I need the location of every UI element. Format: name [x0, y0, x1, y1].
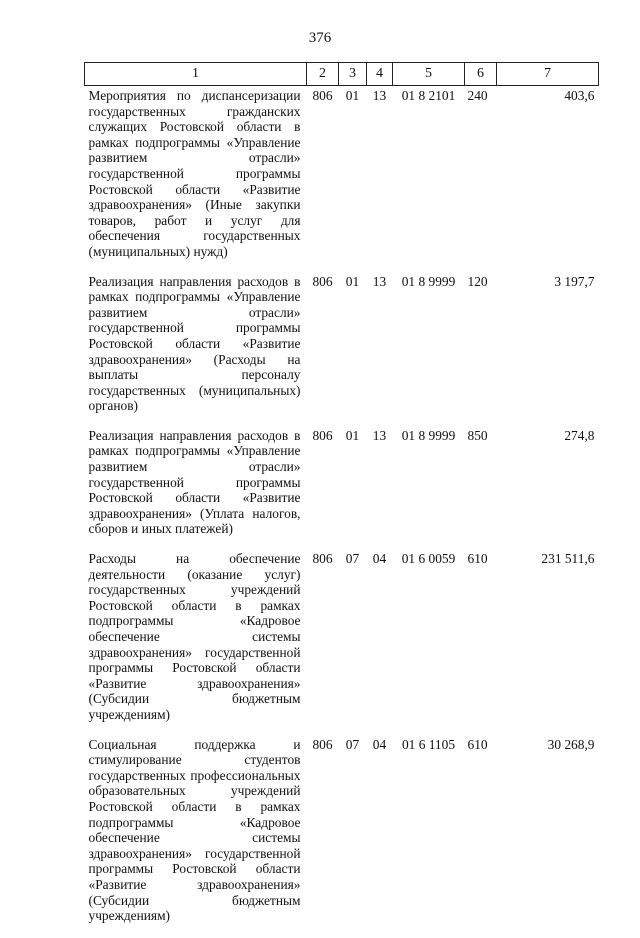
- ministry-code: 806: [312, 551, 333, 567]
- expense-name: Реализация направления расходов в рамках подпрограммы «Управление развитием отрасли» государственной программы Ростовской области «Развитие здравоохранения» (Расходы на выплаты персоналу государственных (муниципальных) органов): [88, 273, 301, 414]
- target-code: 01 8 9999: [401, 273, 456, 289]
- column-header-6: 6: [465, 63, 497, 86]
- page-number: 376: [308, 30, 332, 46]
- budget-table: [84, 62, 599, 938]
- target-code: 01 8 9999: [401, 427, 456, 443]
- amount: 274,8: [564, 427, 595, 443]
- column-header-3: 3: [339, 63, 367, 86]
- expense-type-code: 240: [467, 88, 488, 103]
- column-header-7: 7: [497, 63, 599, 86]
- target-code: 01 8 2101: [401, 88, 456, 103]
- expense-name: Расходы на обеспечение деятельности (оказание услуг) государственных учреждений Ростовской области в рамках подпрограммы «Кадровое обеспечение системы здравоохранения» государственной программы Ростовской области «Развитие здравоохранения» (Субсидии бюджетным учреждениям): [88, 551, 301, 722]
- section-code: 01: [345, 88, 360, 103]
- ministry-code: 806: [312, 427, 333, 443]
- target-code: 01 6 0059: [401, 551, 456, 567]
- expense-name: Мероприятия по диспансеризации государственных гражданских служащих Ростовской области в рамках подпрограммы «Управление развитием отрасли» государственной программы Ростовской области «Развитие здравоохранения» (Иные закупки товаров, работ и услуг для обеспечения государственных (муниципальных) нужд): [88, 88, 301, 259]
- subsection-code: 04: [372, 736, 387, 752]
- subsection-code: 13: [372, 88, 387, 103]
- amount: 231 511,6: [541, 551, 595, 567]
- section-code: 07: [345, 551, 360, 567]
- ministry-code: 806: [312, 273, 333, 289]
- ministry-code: 806: [312, 88, 333, 103]
- expense-type-code: 120: [467, 273, 488, 289]
- section-code: 07: [345, 736, 360, 752]
- subsection-code: 04: [372, 551, 387, 567]
- section-code: 01: [345, 273, 360, 289]
- amount: 403,6: [564, 88, 595, 103]
- expense-type-code: 850: [467, 427, 488, 443]
- expense-name: Социальная поддержка и стимулирование студентов государственных профессиональных образовательных учреждений Ростовской области в рамках подпрограммы «Кадровое обеспечение системы здравоохранения» государственной программы Ростовской области «Развитие здравоохранения» (Субсидии бюджетным учреждениям): [88, 736, 301, 924]
- header-row: [85, 63, 599, 86]
- table-row: [85, 551, 599, 737]
- ministry-code: 806: [312, 736, 333, 752]
- column-header-1: 1: [85, 63, 307, 86]
- subsection-code: 13: [372, 427, 387, 443]
- amount: 3 197,7: [554, 273, 595, 289]
- column-header-2: 2: [307, 63, 339, 86]
- table-row: [85, 274, 599, 428]
- expense-type-code: 610: [467, 551, 488, 567]
- expense-name: Реализация направления расходов в рамках подпрограммы «Управление развитием отрасли» государственной программы Ростовской области «Развитие здравоохранения» (Уплата налогов, сборов и иных платежей): [88, 427, 301, 537]
- section-code: 01: [345, 427, 360, 443]
- table-row: [85, 428, 599, 551]
- table-row: [85, 86, 599, 274]
- subsection-code: 13: [372, 273, 387, 289]
- target-code: 01 6 1105: [401, 736, 456, 752]
- column-header-4: 4: [367, 63, 393, 86]
- column-header-5: 5: [393, 63, 465, 86]
- expense-type-code: 610: [467, 736, 488, 752]
- table-row: [85, 737, 599, 938]
- amount: 30 268,9: [547, 736, 595, 752]
